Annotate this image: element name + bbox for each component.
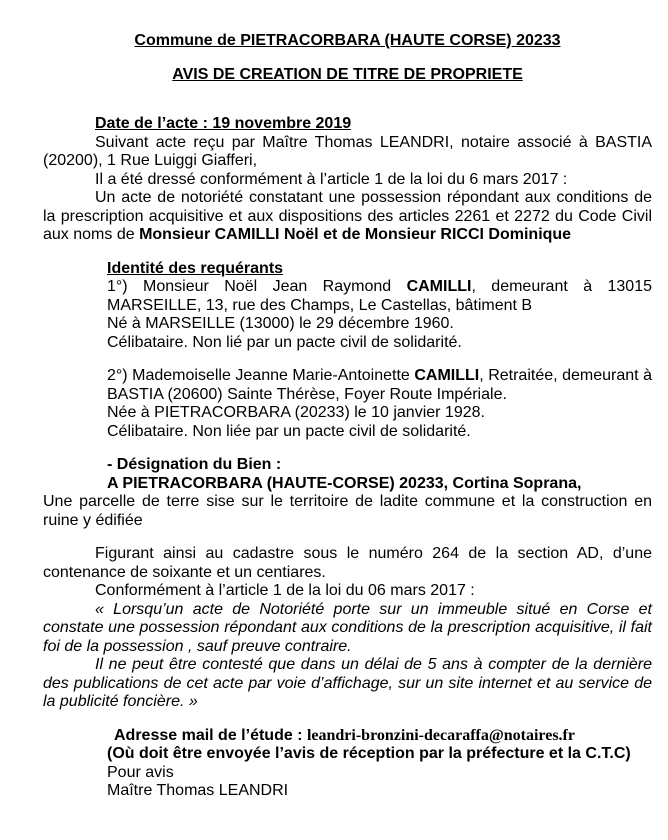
loi-quote-1: « Lorsqu’un acte de Notoriété porte sur un immeuble situé en Corse et constate une possession répondant aux conditions de la prescription acquisitive, il fait foi de la possession , sauf preuve contraire. [43,600,652,655]
requerants-heading-text: Identité des requérants [107,259,284,277]
requerant-2-identity [107,367,652,404]
etude-mail-line [107,727,652,746]
requerant-1-status: Célibataire. Non lié par un pacte civil de solidarité. [107,333,462,351]
bien-cadastre-paragraph: Figurant ainsi au cadastre sous le numéro 264 de la section AD, d’une contenance de soixante et un centiares. [43,545,652,581]
requerant-2-birth: Née à PIETRACORBARA (20233) le 10 janvier 1928. [107,404,485,421]
acte-date-heading-text: Date de l’acte : 19 novembre 2019 [95,115,352,132]
bien-location: A PIETRACORBARA (HAUTE-CORSE) 20233, Cortina Soprana, [107,474,582,492]
requerants-heading [107,260,652,279]
section-footer [107,727,652,801]
section-requerant-1 [107,260,652,353]
requerant-2-status: Célibataire. Non liée par un pacte civil de solidarité. [107,422,471,440]
document-subtitle-text: AVIS DE CREATION DE TITRE DE PROPRIETE [172,65,523,83]
requerant-1-birth: Né à MARSEILLE (13000) le 29 décembre 1960. [107,315,454,332]
notaire-signature: Maître Thomas LEANDRI [107,782,289,799]
requerant-1-intro: 1°) Monsieur Noël Jean Raymond [107,278,407,295]
acte-date-heading [43,115,652,134]
requerant-1-surname: CAMILLI [406,278,472,295]
acte-beneficiaires-names: Monsieur CAMILLI Noël et de Monsieur RICCI Dominique [139,226,572,243]
requerant-1-identity [107,278,652,315]
acte-notoriete-paragraph [43,189,652,245]
section-cadastre [43,545,652,712]
section-bien-heading [107,456,652,493]
document-title-text: Commune de PIETRACORBARA (HAUTE CORSE) 20233 [134,32,561,49]
bien-heading: - Désignation du Bien : [107,456,282,473]
loi-quote-2: Il ne peut être contesté que dans un délai de 5 ans à compter de la dernière des publications de cet acte par voie d’affichage, sur un site internet et au service de la publicité foncière. » [43,656,652,710]
requerant-1-address: , demeurant à 13015 MARSEILLE, 13, rue des Champs, Le Castellas, bâtiment B [107,278,652,314]
acte-dresse-paragraph: Il a été dressé conformément à l’article 1 de la loi du 6 mars 2017 : [95,170,568,188]
bien-description: Une parcelle de terre sise sur le territoire de ladite commune et la construction en ruine y édifiée [43,493,652,529]
section-acte [43,115,652,245]
bien-loi-paragraph: Conformément à l’article 1 de la loi du 06 mars 2017 : [95,582,475,599]
document-title [43,32,652,51]
acte-recu-paragraph: Suivant acte reçu par Maître Thomas LEANDRI, notaire associé à BASTIA (20200), 1 Rue Luiggi Giafferi, [43,133,652,169]
pour-avis-line: Pour avis [107,763,174,781]
document-subtitle [43,66,652,85]
requerant-2-intro: 2°) Mademoiselle Jeanne Marie-Antoinette [107,367,415,384]
etude-mail-label: Adresse mail de l’étude : [114,726,307,744]
acte-notoriete-text: Un acte de notoriété constatant une possession répondant aux conditions de la prescription acquisitive et aux dispositions des articles 2261 et 2272 du Code Civil aux noms de [43,189,652,243]
requerant-2-surname: CAMILLI [414,367,480,384]
etude-mail-address: leandri-bronzini-decaraffa@notaires.fr [306,726,575,744]
section-requerant-2 [107,367,652,441]
reception-note: (Où doit être envoyée l’avis de réception par la préfecture et la C.T.C) [107,745,631,762]
requerant-2-address: , Retraitée, demeurant à BASTIA (20600) Sainte Thérèse, Foyer Route Impériale. [107,367,653,403]
